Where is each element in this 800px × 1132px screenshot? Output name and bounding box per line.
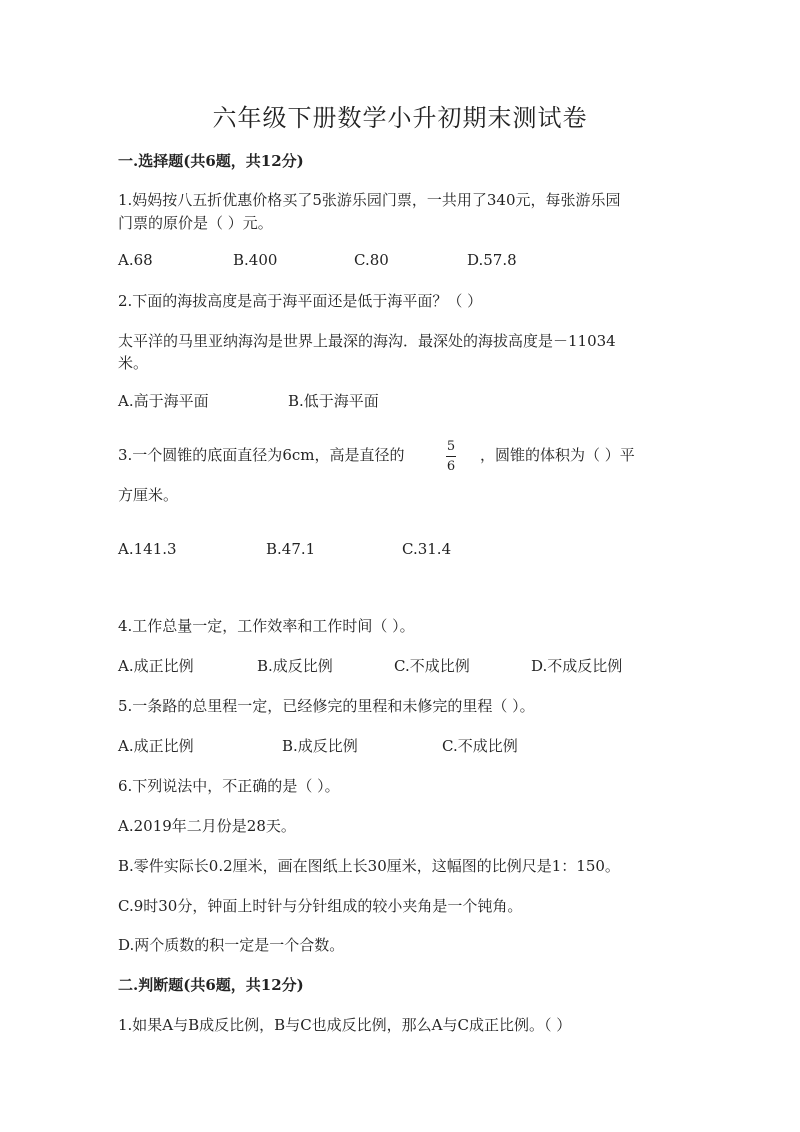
fraction-denominator: 6 [446,459,456,474]
question-3-line-1-before: 3.一个圆锥的底面直径为6cm，高是直径的 [118,446,405,464]
q6-option-d: D.两个质数的积一定是一个合数。 [118,936,345,954]
q1-option-b: B.400 [233,251,278,269]
tf-question-1: 1.如果A与B成反比例，B与C也成反比例，那么A与C成正比例。（ ） [118,1016,572,1034]
question-4-line-1: 4.工作总量一定，工作效率和工作时间（ ）。 [118,617,415,635]
q5-option-b: B.成反比例 [282,737,358,755]
question-6-line-1: 6.下列说法中，不正确的是（ ）。 [118,777,340,795]
q3-option-c: C.31.4 [402,540,452,558]
q4-option-c: C.不成比例 [394,657,470,675]
q3-option-a: A.141.3 [118,540,177,558]
q6-option-c: C.9时30分，钟面上时针与分针组成的较小夹角是一个钝角。 [118,897,523,915]
q5-option-a: A.成正比例 [118,737,194,755]
q4-option-b: B.成反比例 [257,657,333,675]
question-1-line-1: 1.妈妈按八五折优惠价格买了5张游乐园门票，一共用了340元，每张游乐园 [118,191,621,209]
q6-option-a: A.2019年二月份是28天。 [118,817,296,835]
q4-option-d: D.不成反比例 [531,657,623,675]
fraction-five-sixths [446,436,456,474]
question-2-line-3: 米。 [118,354,149,372]
q4-option-a: A.成正比例 [118,657,194,675]
q3-option-b: B.47.1 [266,540,316,558]
fraction-numerator: 5 [446,439,456,454]
q2-option-b: B.低于海平面 [288,392,379,410]
q1-option-c: C.80 [354,251,389,269]
q6-option-b: B.零件实际长0.2厘米，画在图纸上长30厘米，这幅图的比例尺是1：150。 [118,857,620,875]
q1-option-a: A.68 [118,251,153,269]
question-2-line-2: 太平洋的马里亚纳海沟是世界上最深的海沟．最深处的海拔高度是－11034 [118,332,616,350]
question-5-line-1: 5.一条路的总里程一定，已经修完的里程和未修完的里程（ ）。 [118,697,535,715]
section-heading-choice: 一.选择题(共6题，共12分) [118,152,304,170]
section-heading-true-false: 二.判断题(共6题，共12分) [118,976,304,994]
q1-option-d: D.57.8 [467,251,517,269]
question-3-line-1-after: ，圆锥的体积为（ ）平 [480,446,635,464]
question-2-line-1: 2.下面的海拔高度是高于海平面还是低于海平面？（ ） [118,292,483,310]
page-title: 六年级下册数学小升初期末测试卷 [212,104,588,132]
q2-option-a: A.高于海平面 [118,392,209,410]
q5-option-c: C.不成比例 [442,737,518,755]
question-1-line-2: 门票的原价是（ ）元。 [118,214,273,232]
fraction-bar [446,456,456,457]
question-3-line-2: 方厘米。 [118,486,179,504]
